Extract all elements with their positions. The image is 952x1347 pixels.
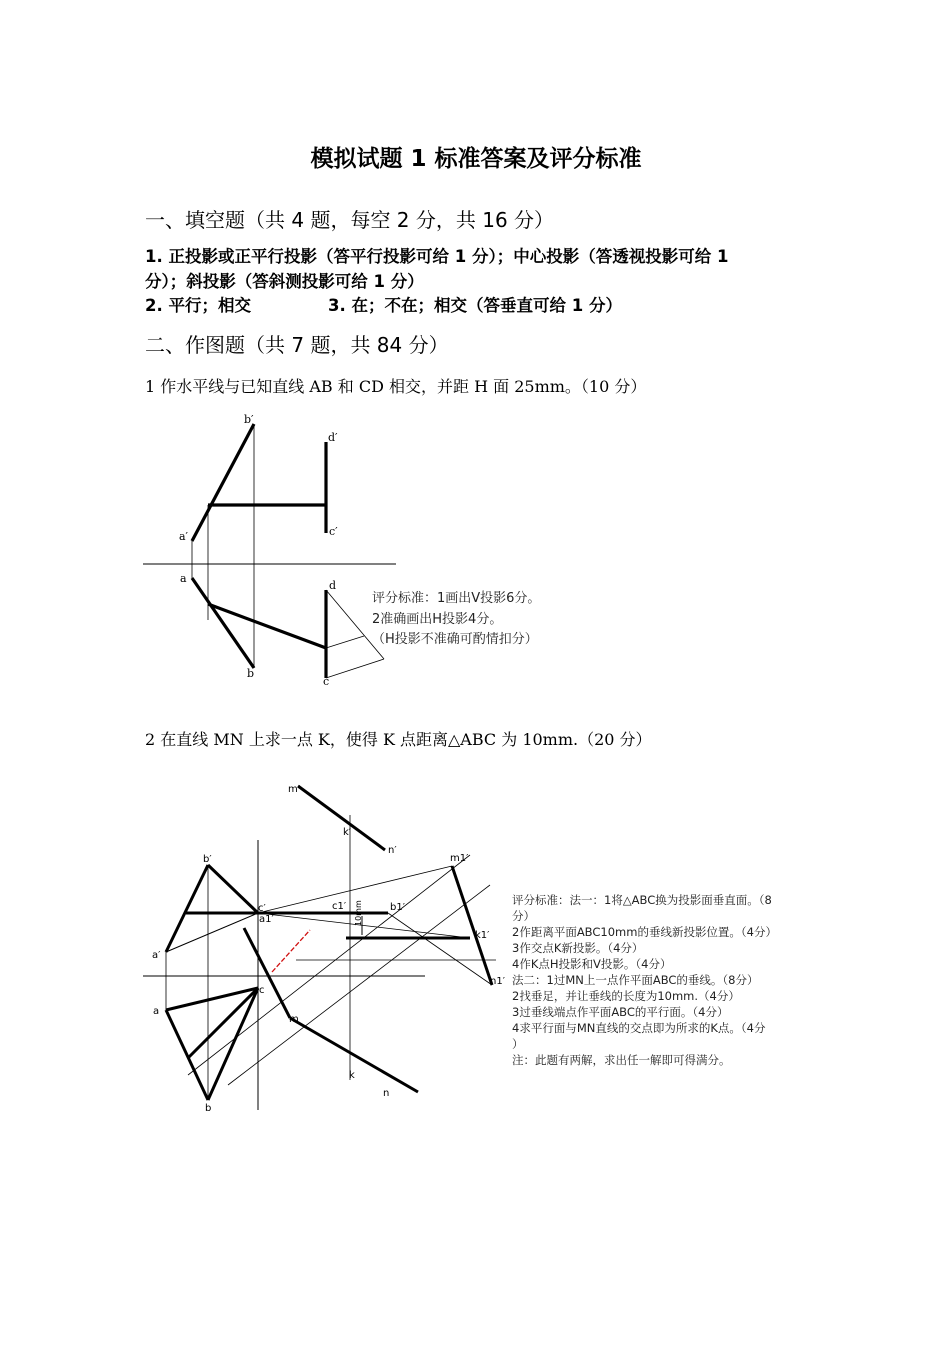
label-b1-prime: b1′ [390, 902, 405, 913]
q2-grading-line-11: 注：此题有两解，求出任一解即可得满分。 [512, 1053, 731, 1067]
q2-grading-line-7: 2找垂足，并让垂线的长度为10mm.（4分） [512, 989, 740, 1003]
triangle-front-side [208, 865, 258, 913]
q2-grading-line-2: 分） [512, 909, 535, 923]
q2-grading-line-6: 法二：1过MN上一点作平面ABC的垂线。（8分） [512, 973, 759, 987]
triangle-front-side [166, 865, 208, 952]
label-d: d [329, 579, 337, 592]
label-b-prime: b′ [203, 854, 212, 865]
label-b: b [205, 1103, 212, 1114]
label-n-prime: n′ [388, 845, 397, 856]
label-c: c [323, 675, 330, 688]
label-c-prime: c′ [258, 903, 266, 914]
label-n1-prime: n1′ [490, 976, 505, 987]
line-mn-front [298, 786, 385, 850]
q1-grading-line-2: 2准确画出H投影4分。 [372, 612, 503, 627]
label-b: b [247, 667, 255, 680]
page-title: 模拟试题 1 标准答案及评分标准 [310, 146, 642, 172]
label-a: a [153, 1006, 160, 1017]
label-c: c [259, 985, 265, 996]
label-k: k [349, 1070, 355, 1081]
label-a-prime: a′ [179, 530, 189, 543]
q2-grading-line-3: 2作距离平面ABC10mm的垂线新投影位置。（4分） [512, 925, 778, 939]
projector-line [388, 913, 492, 985]
section2-heading: 二、作图题（共 7 题，共 84 分） [145, 333, 449, 357]
triangle-top-side [208, 988, 258, 1100]
red-dashed-perpendicular [272, 930, 310, 972]
q2-grading-line-9: 4求平行面与MN直线的交点即为所求的K点。（4分 [512, 1021, 766, 1035]
label-k-prime: k′ [343, 827, 352, 838]
q2-grading-line-10: ） [512, 1037, 524, 1051]
label-a-prime: a′ [152, 950, 161, 961]
q2-grading-line-1: 评分标准：法一：1将△ABC换为投影面垂直面。（8 [512, 893, 772, 907]
q1-grading-line-3: （H投影不准确可酌情扣分） [372, 632, 538, 647]
label-k1-prime: k1′ [475, 930, 490, 941]
label-m-prime: m′ [288, 784, 301, 795]
projector-line-k1 [258, 913, 470, 938]
label-c1-prime: c1′ [332, 901, 347, 912]
answer-1-line-2: 分）；斜投影（答斜测投影可给 1 分） [145, 272, 424, 291]
q2-grading-line-8: 3过垂线端点作平面ABC的平行面。（4分） [512, 1005, 729, 1019]
label-m: m [289, 1014, 299, 1025]
label-d-prime: d′ [328, 431, 338, 444]
question-2-text: 2 在直线 MN 上求一点 K，使得 K 点距离△ABC 为 10mm.（20 分） [145, 730, 652, 749]
label-m1-prime: m1′ [450, 853, 469, 864]
triangle-top-side [166, 988, 258, 1010]
triangle-front-side [166, 913, 258, 952]
answer-2: 2. 平行；相交 [145, 296, 251, 315]
q2-grading-line-5: 4作K点H投影和V投影。（4分） [512, 957, 672, 971]
label-c-prime: c′ [329, 525, 338, 538]
label-a1-prime: a1′ [259, 914, 274, 925]
q2-grading-line-4: 3作交点K新投影。（4分） [512, 941, 644, 955]
q1-grading-line-1: 评分标准：1画出V投影6分。 [372, 591, 541, 606]
label-a: a [180, 572, 187, 585]
section1-heading: 一、填空题（共 4 题，每空 2 分，共 16 分） [145, 208, 555, 232]
answer-1-line-1: 1. 正投影或正平行投影（答平行投影可给 1 分）；中心投影（答透视投影可给 1 [145, 247, 729, 266]
triangle-top-side [166, 1010, 208, 1100]
answer-3: 3. 在；不在；相交（答垂直可给 1 分） [328, 296, 622, 315]
line-mn-new [452, 866, 492, 985]
label-b-prime: b′ [244, 413, 254, 426]
label-n: n [383, 1088, 390, 1099]
question-1-text: 1 作水平线与已知直线 AB 和 CD 相交，并距 H 面 25mm。（10 分） [145, 377, 647, 396]
dimension-label-10mm: 10mm [354, 900, 363, 926]
